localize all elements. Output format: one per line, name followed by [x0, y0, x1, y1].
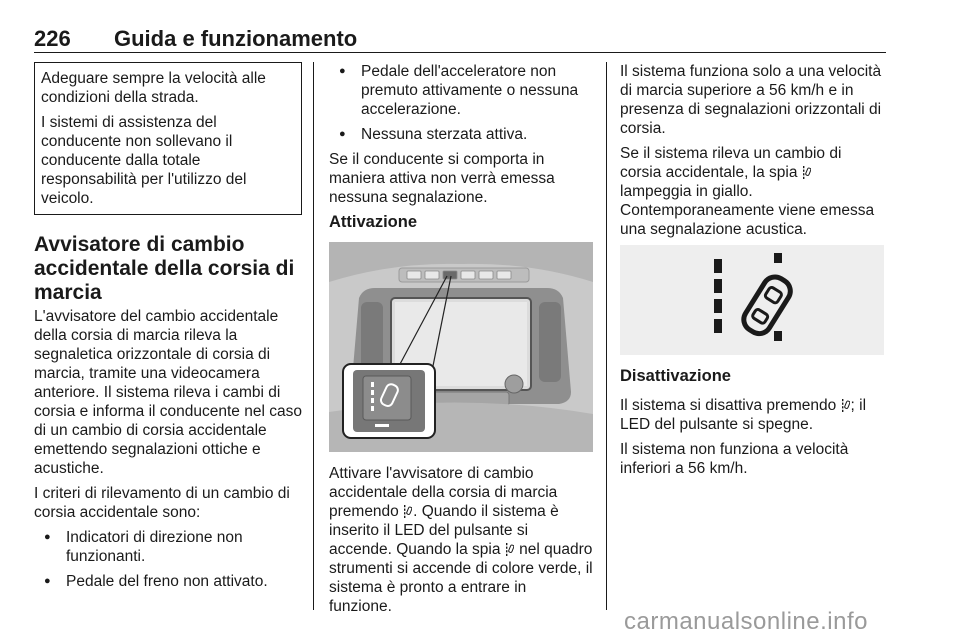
criteria-lead: I criteri di rilevamento di un cambio di corsia accidentale sono: [34, 485, 290, 521]
lane-departure-symbol [620, 245, 884, 355]
deactivation-text: Il sistema si disattiva premendo ; il LED del pulsante si spegne. [620, 397, 867, 433]
column-divider [606, 62, 607, 610]
watermark: carmanualsonline.info [624, 608, 868, 635]
speed-limit-text: Il sistema non funziona a velocità inferiori a 56 km/h. [620, 441, 849, 477]
section-intro: L'avvisatore del cambio accidentale della corsia di marcia rileva la segnaletica orizzontale di corsia di marcia, tramite una videocamera anteriore. Il sistema rileva i cambi di corsia e informa il conducente nel caso di un cambio di corsia accidentale emettendo segnalazioni ottiche e acustiche. [34, 308, 302, 477]
header-rule [34, 52, 886, 53]
column-3 [620, 62, 886, 484]
dashboard-photo [329, 242, 593, 452]
list-item: ● Pedale del freno non attivato. [34, 572, 302, 591]
column-2 [329, 62, 593, 622]
activation-text: Attivare l'avvisatore di cambio accidentale della corsia di marcia premendo . Quando il sistema è inserito il LED del pulsante si accende. Quando la spia nel quadro strumenti si accende di colore verde, il sistema è pronto a entrare in funzione. [329, 465, 593, 615]
criteria-list-continued [329, 62, 593, 144]
note-box [34, 62, 302, 215]
list-item: ● Nessuna sterzata attiva. [329, 125, 593, 144]
column-1 [34, 62, 302, 597]
section-title: Avvisatore di cambio accidentale della corsia di marcia [34, 233, 295, 304]
no-warning-text: Se il conducente si comporta in maniera attiva non verrà emessa nessuna segnalazione. [329, 151, 555, 206]
deactivation-title: Disattivazione [620, 367, 731, 385]
activation-title: Attivazione [329, 213, 418, 231]
lane-departure-icon [506, 543, 514, 556]
criteria-list [34, 528, 302, 591]
column-divider [313, 62, 314, 610]
list-item: ● Indicatori di direzione non funzionanti. [34, 528, 302, 566]
page-number: 226 [34, 26, 71, 51]
note-text: I sistemi di assistenza del conducente non sollevano il conducente dalla totale responsabilità per l'utilizzo del veicolo. [41, 114, 247, 207]
operation-text: Il sistema funziona solo a una velocità di marcia superiore a 56 km/h e in presenza di segnalazioni orizzontali di corsia. [620, 63, 882, 137]
page-header [34, 12, 886, 52]
lane-departure-icon [620, 245, 884, 355]
lane-departure-icon [404, 505, 412, 518]
dashboard-illustration [329, 242, 593, 452]
running-title: Guida e funzionamento [114, 26, 358, 51]
lane-departure-icon [842, 399, 850, 412]
operation-warning-text: Se il sistema rileva un cambio di corsia accidentale, la spia lampeggia in giallo. Contemporaneamente viene emessa una segnalazione acustica. [620, 145, 875, 238]
lane-departure-icon [803, 166, 811, 179]
list-item: ● Pedale dell'acceleratore non premuto attivamente o nessuna accelerazione. [329, 62, 593, 119]
note-text: Adeguare sempre la velocità alle condizioni della strada. [41, 70, 266, 106]
